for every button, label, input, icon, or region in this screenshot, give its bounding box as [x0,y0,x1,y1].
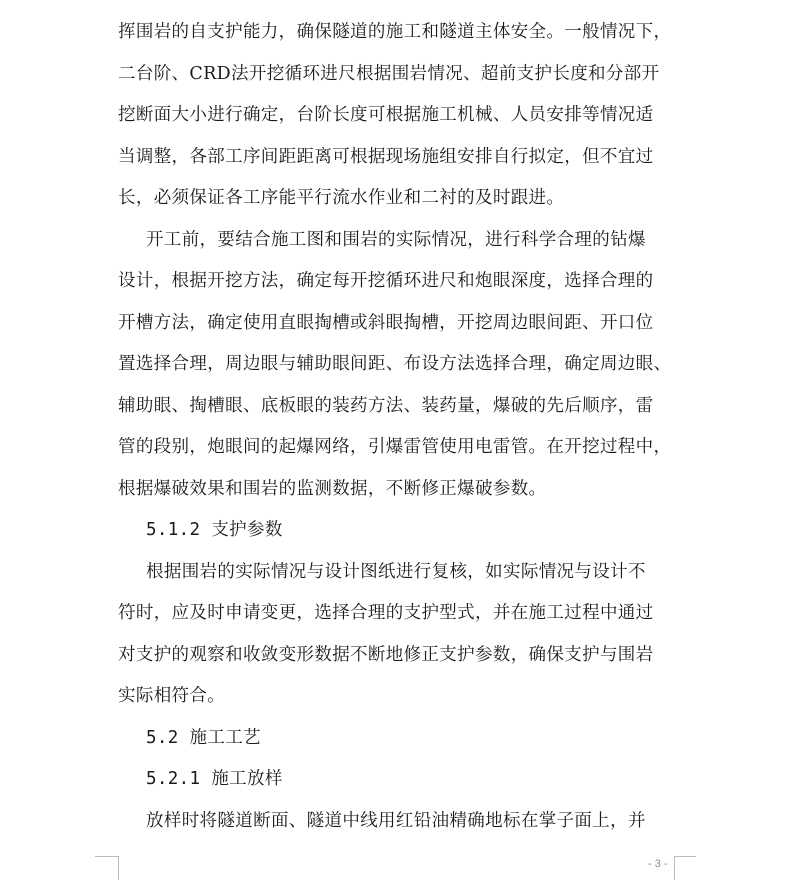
section-heading: 5.1.2 支护参数 [146,520,283,540]
crop-mark-left-horizontal [95,856,119,857]
paragraph-line: 长，必须保证各工序能平行流水作业和二衬的及时跟进。 [118,188,565,208]
paragraph-line: 设计，根据开挖方法，确定每开挖循环进尺和炮眼深度，选择合理的 [118,271,654,291]
paragraph-line: 开工前，要结合施工图和围岩的实际情况，进行科学合理的钻爆 [146,230,646,250]
paragraph-line: 挥围岩的自支护能力，确保隧道的施工和隧道主体安全。一般情况下， [118,22,672,42]
paragraph-line: 管的段别，炮眼间的起爆网络，引爆雷管使用电雷管。在开挖过程中， [118,437,672,457]
paragraph-line: 挖断面大小进行确定，台阶长度可根据施工机械、人员安排等情况适 [118,105,654,125]
paragraph-line: 根据围岩的实际情况与设计图纸进行复核，如实际情况与设计不 [146,562,646,582]
page-number: - 3 - [648,858,668,870]
crop-mark-right-horizontal [674,856,696,857]
paragraph-line: 当调整，各部工序间距距离可根据现场施组安排自行拟定，但不宜过 [118,147,654,167]
crop-mark-right-vertical [674,856,675,880]
paragraph-line: 二台阶、CRD法开挖循环进尺根据围岩情况、超前支护长度和分部开 [118,64,660,84]
section-heading: 5.2.1 施工放样 [146,769,283,789]
paragraph-line: 开槽方法，确定使用直眼掏槽或斜眼掏槽，开挖周边眼间距、开口位 [118,313,654,333]
paragraph-line: 根据爆破效果和围岩的监测数据，不断修正爆破参数。 [118,479,547,499]
paragraph-line: 放样时将隧道断面、隧道中线用红铅油精确地标在掌子面上，并 [146,811,646,831]
paragraph-line: 置选择合理，周边眼与辅助眼间距、布设方法选择合理，确定周边眼、 [118,354,672,374]
section-heading: 5.2 施工工艺 [146,728,261,748]
crop-mark-left-vertical [118,856,119,880]
paragraph-line: 符时，应及时申请变更，选择合理的支护型式，并在施工过程中通过 [118,603,654,623]
paragraph-line: 对支护的观察和收敛变形数据不断地修正支护参数，确保支护与围岩 [118,645,654,665]
paragraph-line: 辅助眼、掏槽眼、底板眼的装药方法、装药量，爆破的先后顺序，雷 [118,396,654,416]
paragraph-line: 实际相符合。 [118,686,226,706]
